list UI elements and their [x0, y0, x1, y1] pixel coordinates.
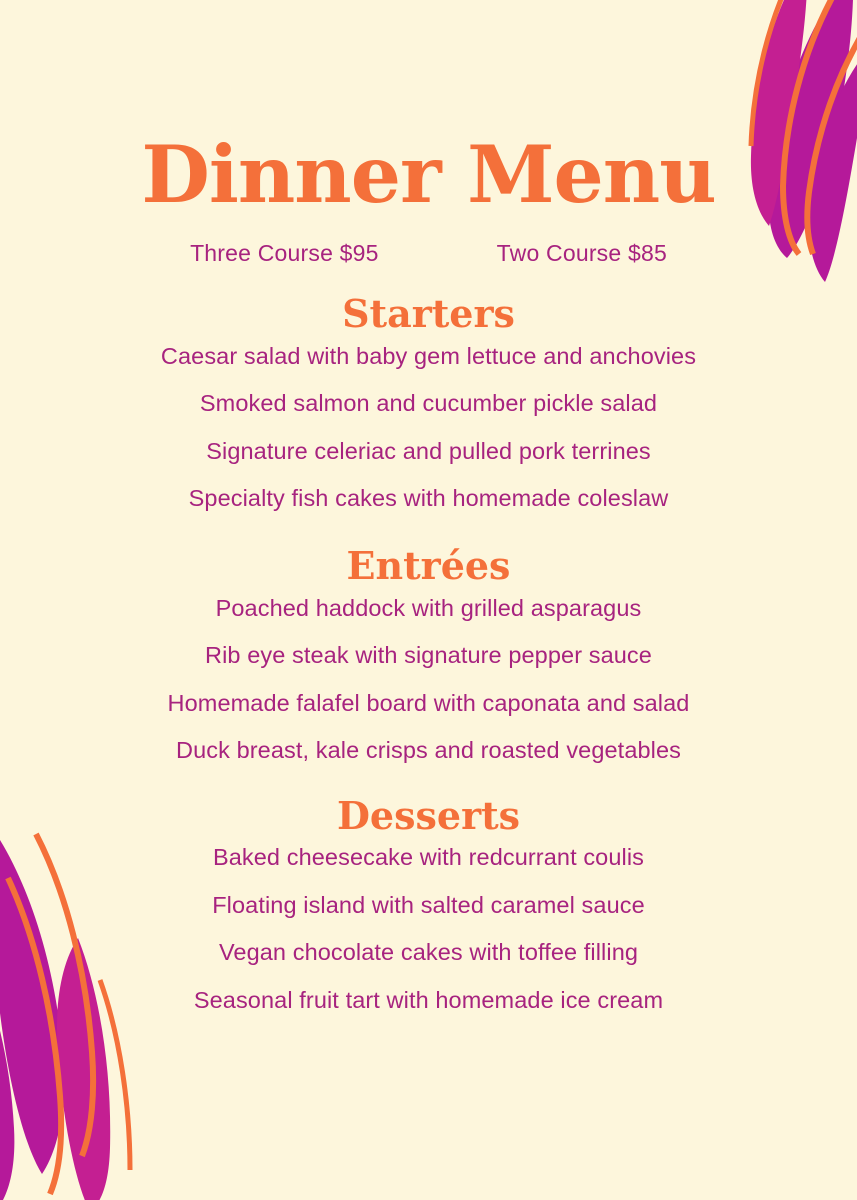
section-heading: Desserts	[336, 792, 521, 838]
menu-item: Vegan chocolate cakes with toffee filling	[218, 939, 639, 966]
menu-item: Specialty fish cakes with homemade coleslaw	[188, 485, 669, 512]
menu-item: Signature celeriac and pulled pork terrines	[206, 437, 651, 464]
section-heading: Entrées	[346, 542, 511, 588]
menu-section-desserts	[62, 792, 795, 1013]
menu-item: Floating island with salted caramel sauce	[212, 891, 645, 918]
menu-section-entrees	[62, 542, 795, 764]
course-price-row	[62, 240, 795, 267]
menu-item: Seasonal fruit tart with homemade ice cream	[193, 986, 664, 1013]
menu-item: Smoked salmon and cucumber pickle salad	[199, 390, 658, 417]
page-title: Dinner Menu	[141, 128, 716, 221]
menu-item: Poached haddock with grilled asparagus	[215, 594, 642, 621]
menu-item: Duck breast, kale crisps and roasted vegetables	[176, 737, 681, 764]
menu-item: Baked cheesecake with redcurrant coulis	[212, 844, 645, 871]
menu-item: Rib eye steak with signature pepper sauce	[205, 642, 652, 669]
menu-content	[0, 128, 857, 1013]
menu-section-starters	[62, 293, 795, 511]
menu-item: Caesar salad with baby gem lettuce and anchovies	[160, 342, 697, 369]
section-heading: Starters	[342, 291, 515, 336]
menu-item: Homemade falafel board with caponata and salad	[167, 689, 690, 716]
course-price-three: Three Course $95	[190, 240, 379, 266]
course-price-two: Two Course $85	[496, 240, 667, 266]
